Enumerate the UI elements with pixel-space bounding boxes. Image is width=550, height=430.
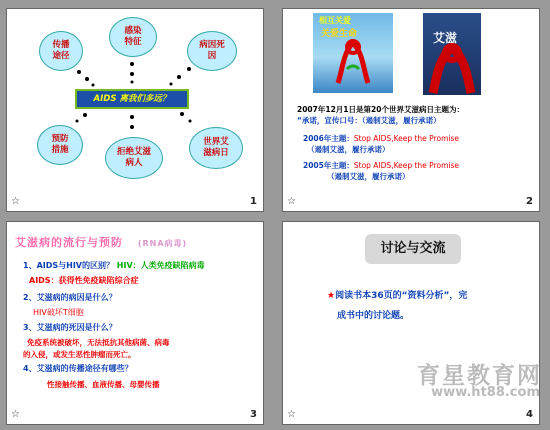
- answer-3a: 免疫系统被破坏，无法抵抗其他病菌、病毒: [27, 338, 170, 347]
- slide-1[interactable]: [6, 8, 264, 212]
- center-question: AIDS 离我们多远？: [75, 89, 189, 109]
- theme-label: Stop AIDS,Keep the Promise: [353, 134, 459, 143]
- watermark-url: www.ht88.com: [431, 385, 540, 400]
- title-text: 艾滋病的流行与预防: [15, 236, 123, 249]
- question-3: 3、艾滋病的死因是什么？: [23, 323, 117, 332]
- star-icon: ☆: [287, 196, 296, 207]
- cloud-label: 世界艾 滋病日: [203, 137, 229, 158]
- slide-title: [15, 234, 187, 250]
- cloud-label: 拒绝艾滋 病人: [116, 147, 151, 168]
- text-line-4: （遏制艾滋，履行承诺）: [307, 145, 390, 154]
- question-text: 1、AIDS与HIV的区别？: [23, 261, 114, 270]
- answer-2: HIV破坏T细胞: [33, 308, 84, 317]
- answer-text: HIV：人类免疫缺陷病毒: [116, 261, 205, 270]
- cloud-prevention: [37, 125, 83, 165]
- poster-left-sub: 相互关爱: [319, 16, 351, 25]
- cloud-transmission: [39, 31, 83, 71]
- red-ribbon-icon: [313, 13, 393, 93]
- year-label: 2005年主题：: [303, 161, 354, 170]
- question-1: [23, 260, 205, 271]
- answer-3b: 的入侵，或发生恶性肿瘤而死亡。: [23, 350, 136, 359]
- body-line-1: [327, 288, 467, 301]
- slide-2[interactable]: [282, 8, 540, 212]
- bullet-star-icon: ★: [327, 291, 336, 301]
- slide-number: 1: [250, 196, 257, 207]
- star-icon: ☆: [11, 196, 20, 207]
- star-icon: ☆: [287, 409, 296, 420]
- cloud-rejection: [105, 137, 163, 179]
- answer-4: 性接触传播、血液传播、母婴传播: [47, 380, 160, 389]
- cloud-label: 感染 特征: [124, 26, 142, 47]
- poster-left-title: 关爱生命: [321, 29, 358, 39]
- poster-right-title: 艾滋: [433, 31, 458, 45]
- text-line-2: “承诺，宣传口号：（遏制艾滋，履行承诺）: [297, 116, 441, 125]
- text-line-3: [303, 133, 459, 144]
- slide-3[interactable]: [6, 221, 264, 425]
- title-sub: (RNA病毒): [137, 239, 188, 248]
- question-2: 2、艾滋病的病因是什么？: [23, 293, 117, 302]
- slide-number: 2: [526, 196, 533, 207]
- cloud-world-day: [189, 127, 243, 169]
- star-icon: ☆: [11, 409, 20, 420]
- theme-label: Stop AIDS,Keep the Promise: [353, 161, 459, 170]
- answer-1b: AIDS：获得性免疫缺陷综合症: [29, 276, 139, 285]
- poster-right-image: [423, 13, 481, 95]
- watermark: 育星教育网: [417, 363, 542, 389]
- cloud-label: 病因死 因: [199, 40, 225, 61]
- cloud-features: [109, 17, 157, 57]
- body-line-2: 成书中的讨论题。: [337, 311, 410, 321]
- body-text: 阅读书本36页的“资料分析”，完: [335, 291, 468, 301]
- cloud-label: 传播 途径: [52, 40, 70, 61]
- red-ribbon-icon: [423, 13, 481, 95]
- text-line-5: [303, 160, 459, 171]
- cloud-label: 预防 措施: [51, 134, 69, 155]
- text-line-6: （遏制艾滋，履行承诺）: [327, 172, 410, 181]
- text-line-1: 2007年12月1日是第20个世界艾滋病日主题为：: [297, 105, 464, 114]
- year-label: 2006年主题：: [303, 134, 354, 143]
- slide-title: 讨论与交流: [365, 234, 461, 264]
- slide-number: 4: [526, 409, 533, 420]
- slide-number: 3: [250, 409, 257, 420]
- poster-left-image: [313, 13, 393, 93]
- cloud-causes: [187, 31, 237, 71]
- question-4: 4、艾滋病的传播途径有哪些？: [23, 364, 133, 373]
